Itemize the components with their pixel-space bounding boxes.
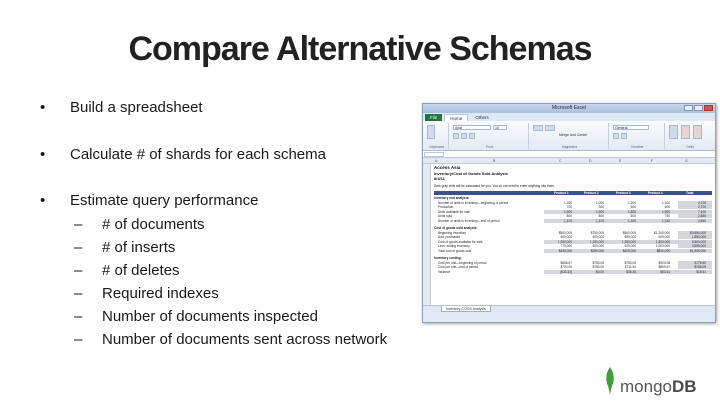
sub-bullet-text: Required indexes <box>102 285 219 302</box>
product-header: Product 4 <box>648 191 663 195</box>
table-cell[interactable]: 700 <box>566 205 572 209</box>
sub-bullet-text: # of inserts <box>102 239 176 256</box>
window-title: Microsoft Excel <box>552 105 586 111</box>
row-label: Number of units in inventory—beginning of period <box>438 200 508 205</box>
bullet-text: Build a spreadsheet <box>70 99 203 116</box>
table-cell[interactable]: 1,100 <box>596 218 604 223</box>
sheet-content <box>432 165 715 313</box>
font-name-select[interactable]: Arial <box>453 125 491 130</box>
column-header: D <box>589 159 592 163</box>
table-row <box>432 231 715 235</box>
table-cell[interactable]: 1,850,000 <box>691 235 706 239</box>
dash-glyph: – <box>74 331 83 348</box>
section-heading <box>432 196 715 200</box>
font-size-select[interactable]: 10 <box>493 125 507 130</box>
row-label: Cost per unit—beginning of period <box>438 260 487 265</box>
table-cell[interactable]: 770,000 <box>560 244 572 248</box>
row-label: Units available for sale <box>438 209 471 214</box>
table-cell[interactable]: 1,200,000 <box>557 239 572 244</box>
table-row <box>432 261 715 265</box>
sub-bullet-item <box>40 307 420 330</box>
table-row <box>432 205 715 209</box>
bullet-glyph: • <box>40 192 46 209</box>
table-cell[interactable]: $750.00 <box>624 260 636 265</box>
sheet-date: 8/4/11 <box>434 176 445 181</box>
row-label: Less: ending inventory <box>438 244 470 248</box>
worksheet-grid[interactable] <box>423 159 715 314</box>
paste-icon[interactable] <box>427 125 435 139</box>
section-heading <box>432 226 715 230</box>
percent-icon[interactable] <box>621 133 627 139</box>
section-heading-label: Inventory end analysis: <box>434 196 470 200</box>
window-titlebar <box>423 104 715 113</box>
ribbon-group-alignment <box>531 123 609 149</box>
ribbon-group-font <box>451 123 529 149</box>
column-header: B <box>493 159 496 163</box>
section-heading <box>432 256 715 260</box>
table-row <box>432 249 715 253</box>
ribbon-group-clipboard <box>425 123 449 149</box>
table-cell[interactable]: $869.57 <box>658 265 670 269</box>
row-label: Number of units in inventory—end of period <box>438 218 500 223</box>
product-header: Product 2 <box>584 191 599 195</box>
ribbon-group-label: Font <box>485 145 493 149</box>
table-cell[interactable]: 900,000 <box>592 244 604 248</box>
bullet-item <box>40 191 420 215</box>
table-row <box>432 244 715 248</box>
table-cell[interactable]: $38.46 <box>626 269 636 274</box>
table-cell[interactable]: 1,150 <box>662 218 670 223</box>
sub-bullet-item <box>40 215 420 238</box>
sub-bullet-item <box>40 330 420 353</box>
column-headers <box>423 159 715 164</box>
sub-bullet-text: # of deletes <box>102 262 180 279</box>
table-cell[interactable]: 800 <box>598 214 604 218</box>
table-cell[interactable]: 1,350,000 <box>621 239 636 244</box>
row-label: Add: purchases <box>438 235 461 239</box>
bullet-text: Calculate # of shards for each schema <box>70 146 326 163</box>
dash-glyph: – <box>74 262 83 279</box>
formula-bar[interactable] <box>423 151 715 158</box>
sheet-tab[interactable]: Inventory-COGS Analysis <box>441 306 491 312</box>
row-label: Cost per unit—end of period <box>438 265 478 269</box>
table-cell[interactable]: 900 <box>598 205 604 209</box>
table-cell[interactable]: 800 <box>566 214 572 218</box>
table-cell[interactable]: 1,800,000 <box>655 239 670 244</box>
column-header: G <box>685 159 688 163</box>
tab-home[interactable]: Home <box>444 114 468 121</box>
table-cell[interactable]: 1,900 <box>564 209 572 214</box>
bullet-glyph: • <box>40 146 46 163</box>
row-label: Variance <box>438 269 451 274</box>
table-row <box>432 240 715 244</box>
table-cell[interactable]: 1,300 <box>662 200 670 205</box>
table-cell[interactable]: $750.00 <box>592 260 604 265</box>
table-cell[interactable]: 2,850 <box>698 214 706 218</box>
bullet-glyph: • <box>40 99 46 116</box>
table-cell[interactable]: 400,000 <box>560 235 572 239</box>
tab-file[interactable]: File <box>425 114 442 121</box>
sub-bullet-text: Number of documents inspected <box>102 308 318 325</box>
product-header: Product 1 <box>554 191 569 195</box>
logo-text-bold: DB <box>671 377 697 396</box>
row-label: Total cost of goods sold <box>438 248 472 253</box>
logo-text-light: mongo <box>620 377 672 396</box>
table-cell[interactable]: 1,800 <box>628 209 636 214</box>
table-cell[interactable]: 600 <box>630 205 636 209</box>
product-header-bar <box>434 191 712 195</box>
table-cell[interactable]: $800,000 <box>656 248 670 253</box>
row-label: Units sold <box>438 214 452 218</box>
table-cell[interactable]: $900,000 <box>622 230 636 235</box>
table-cell[interactable]: $776.60 <box>694 260 706 265</box>
styles-icon[interactable] <box>669 125 678 139</box>
table-cell[interactable]: $250,000 <box>590 248 604 253</box>
table-cell[interactable]: 3,595,000 <box>691 244 706 248</box>
section-heading-label: Inventory costing: <box>434 256 462 260</box>
sub-bullet-text: # of documents <box>102 216 205 233</box>
table-cell[interactable]: 1,200 <box>628 200 636 205</box>
dash-glyph: – <box>74 285 83 302</box>
table-cell[interactable]: 1,100 <box>564 218 572 223</box>
ribbon-group-label: Alignment <box>561 145 578 149</box>
table-cell[interactable]: 500 <box>630 214 636 218</box>
sub-bullet-item <box>40 284 420 307</box>
align-middle-icon[interactable] <box>545 125 555 131</box>
company-name: Access Asia <box>434 165 461 170</box>
table-row <box>432 210 715 214</box>
table-cell[interactable]: $1,905,000 <box>690 248 706 253</box>
product-header: Product 3 <box>616 191 631 195</box>
table-cell[interactable]: 750 <box>664 214 670 218</box>
ribbon-group-label: Number <box>631 145 644 149</box>
table-row <box>432 214 715 218</box>
table-cell[interactable]: 600 <box>664 205 670 209</box>
table-cell[interactable]: $430,000 <box>558 248 572 253</box>
mongodb-wordmark <box>620 377 697 397</box>
table-cell[interactable]: 400,000 <box>592 235 604 239</box>
column-header: C <box>559 159 562 163</box>
table-cell[interactable]: $500,000 <box>558 230 572 235</box>
bullet-list <box>40 98 420 353</box>
row-label: Production <box>438 205 454 209</box>
table-cell[interactable]: $425,000 <box>622 248 636 253</box>
italic-icon[interactable] <box>461 133 467 139</box>
bullet-item <box>40 98 420 122</box>
table-cell[interactable]: $750.00 <box>592 265 604 269</box>
table-row <box>432 235 715 239</box>
table-row <box>432 265 715 269</box>
section-heading-label: Cost of goods sold analysis: <box>434 226 478 230</box>
table-cell[interactable]: 1,150,000 <box>589 239 604 244</box>
sheet-tab-bar <box>423 305 715 314</box>
sub-bullet-item <box>40 238 420 261</box>
bullet-text: Estimate query performance <box>70 192 259 209</box>
table-cell[interactable]: 1,300 <box>628 218 636 223</box>
ribbon-tabs <box>423 113 715 121</box>
underline-icon[interactable] <box>469 133 475 139</box>
ribbon-group-number <box>611 123 665 149</box>
name-box[interactable] <box>424 152 444 157</box>
table-cell[interactable]: $666.67 <box>560 260 572 265</box>
table-cell[interactable]: ($33.33) <box>560 269 572 274</box>
insert-icon[interactable] <box>681 125 690 139</box>
table-cell[interactable]: 1,000 <box>596 200 604 205</box>
table-cell[interactable]: 925,000 <box>624 244 636 248</box>
table-cell[interactable]: $923.08 <box>658 260 670 265</box>
table-cell[interactable]: $1,200,000 <box>654 230 670 235</box>
sheet-title: Inventory/Cost of Goods Sold Analysis <box>434 171 508 176</box>
table-cell[interactable]: 4,650 <box>698 218 706 223</box>
maximize-icon[interactable] <box>694 105 703 111</box>
table-cell[interactable]: 1,200 <box>564 200 572 205</box>
table-row <box>432 219 715 223</box>
ribbon-group-label: Clipboard <box>429 145 444 149</box>
row-label: Cost of goods available for sale <box>438 239 483 244</box>
table-cell[interactable]: 4,700 <box>698 200 706 205</box>
ribbon-group-cells <box>667 123 713 149</box>
merge-center-button[interactable]: Merge And Center <box>559 133 588 137</box>
table-cell[interactable]: 5,500,000 <box>691 239 706 244</box>
sub-bullet-item <box>40 261 420 284</box>
dash-glyph: – <box>74 239 83 256</box>
table-cell[interactable]: 1,000,000 <box>655 244 670 248</box>
table-cell[interactable]: 1,900 <box>662 209 670 214</box>
table-cell[interactable]: $750,000 <box>590 230 604 235</box>
ribbon <box>423 121 715 151</box>
table-cell[interactable]: $700.00 <box>560 265 572 269</box>
table-row <box>432 270 715 274</box>
table-cell[interactable]: 2,700 <box>698 205 706 209</box>
slide-title: Compare Alternative Schemas <box>128 30 592 68</box>
column-header: F <box>651 159 654 163</box>
table-cell[interactable]: $3,650,000 <box>690 230 706 235</box>
spreadsheet-screenshot <box>422 103 716 323</box>
table-cell[interactable]: $711.54 <box>624 265 636 269</box>
dash-glyph: – <box>74 308 83 325</box>
table-cell[interactable]: $758.09 <box>694 265 706 269</box>
dash-glyph: – <box>74 216 83 233</box>
column-header: E <box>619 159 622 163</box>
bold-icon[interactable] <box>453 133 459 139</box>
table-cell[interactable]: 1,900 <box>596 209 604 214</box>
currency-icon[interactable] <box>613 133 619 139</box>
window-controls <box>684 105 713 111</box>
sheet-note: Dark gray cells will be calculated for you. You do not need to enter anything into them. <box>434 184 556 188</box>
minimize-icon[interactable] <box>684 105 693 111</box>
row-label: Beginning inventory <box>438 230 466 235</box>
number-format-select[interactable]: General <box>613 125 649 130</box>
table-cell[interactable]: 600,000 <box>658 235 670 239</box>
bullet-item <box>40 145 420 169</box>
tab-others[interactable]: Others <box>475 115 489 120</box>
close-icon[interactable] <box>704 105 713 111</box>
table-cell[interactable]: $53.51 <box>660 269 670 274</box>
product-header: Total <box>686 191 694 195</box>
table-cell[interactable]: 7,400 <box>698 209 706 214</box>
row-headers <box>423 164 431 314</box>
table-row <box>432 201 715 205</box>
column-header: A <box>435 159 438 163</box>
sub-bullet-text: Number of documents sent across network <box>102 331 388 348</box>
align-top-icon[interactable] <box>533 125 543 131</box>
ribbon-group-label: Cells <box>686 145 694 149</box>
table-cell[interactable]: $18.51 <box>696 269 706 274</box>
table-cell[interactable]: 450,000 <box>624 235 636 239</box>
mongodb-leaf-icon <box>604 367 616 395</box>
delete-icon[interactable] <box>693 125 702 139</box>
table-cell[interactable]: $0.00 <box>596 269 604 274</box>
